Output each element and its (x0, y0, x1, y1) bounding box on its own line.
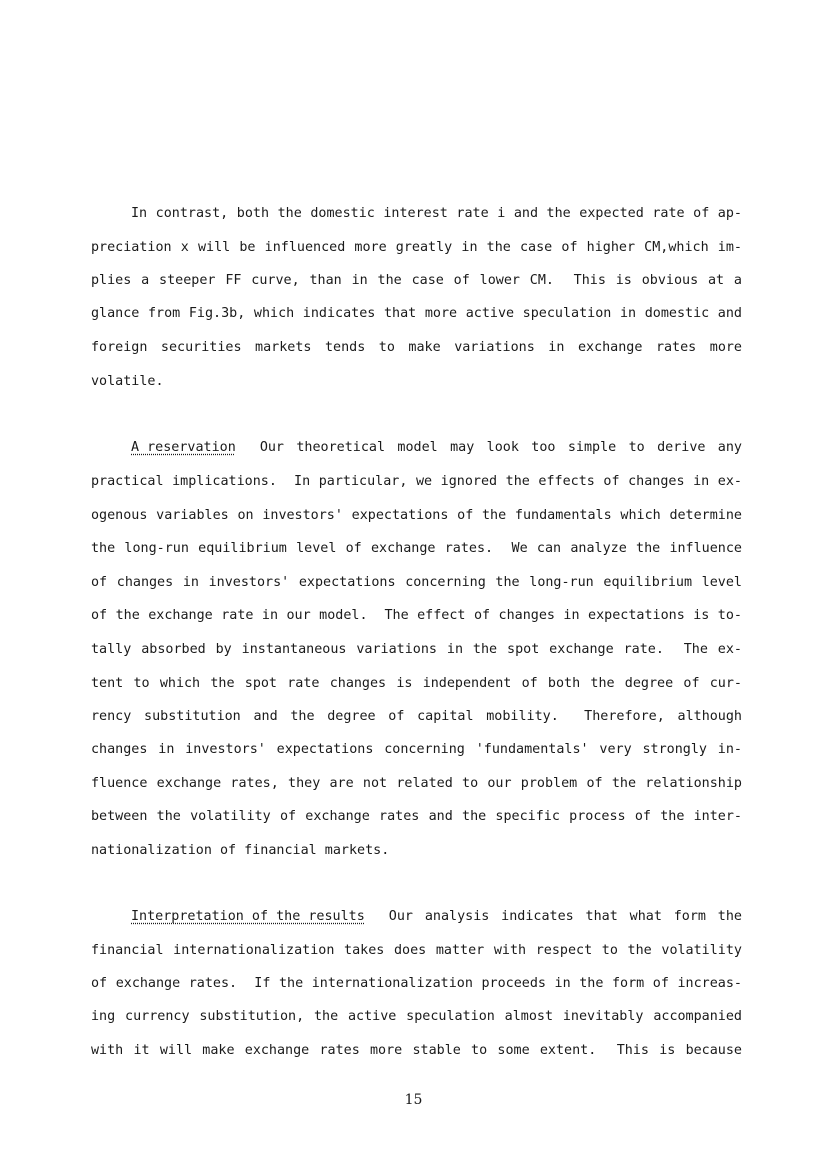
text-line: fluence exchange rates, they are not related to our problem of the relationship (91, 776, 742, 791)
text-line: ogenous variables on investors' expectations of the fundamentals which determine (91, 508, 742, 523)
text-line: volatile. (91, 374, 164, 389)
text-line: ing currency substitution, the active speculation almost inevitably accompanied (91, 1009, 742, 1024)
text-line: Our theoretical model may look too simple to derive any (259, 440, 742, 455)
section-heading-interpretation: Interpretation of the results (131, 909, 365, 924)
text-line: changes in investors' expectations concerning 'fundamentals' very strongly in- (91, 742, 742, 757)
text-line: of changes in investors' expectations concerning the long-run equilibrium level (91, 575, 742, 590)
text-line: preciation x will be influenced more greatly in the case of higher CM,which im- (91, 240, 742, 255)
text-line: nationalization of financial markets. (91, 843, 390, 858)
text-line: tent to which the spot rate changes is independent of both the degree of cur- (91, 676, 742, 691)
text-line: with it will make exchange rates more stable to some extent. This is because (91, 1043, 742, 1058)
text-line: In contrast, both the domestic interest rate i and the expected rate of ap- (131, 206, 742, 221)
text-line-with-heading (131, 437, 742, 459)
text-line: rency substitution and the degree of capital mobility. Therefore, although (91, 709, 742, 724)
text-line: practical implications. In particular, we ignored the effects of changes in ex- (91, 474, 742, 489)
text-line: the long-run equilibrium level of exchange rates. We can analyze the influence (91, 541, 742, 556)
text-line: between the volatility of exchange rates and the specific process of the inter- (91, 809, 742, 824)
text-line: financial internationalization takes does matter with respect to the volatility (91, 943, 742, 958)
text-line: glance from Fig.3b, which indicates that more active speculation in domestic and (91, 306, 742, 321)
text-line: tally absorbed by instantaneous variations in the spot exchange rate. The ex- (91, 642, 742, 657)
text-line: Our analysis indicates that what form the (388, 909, 742, 924)
text-line-with-heading (131, 906, 742, 928)
section-heading-reservation: A reservation (131, 440, 236, 455)
page-number: 15 (404, 1092, 423, 1108)
text-line: plies a steeper FF curve, than in the case of lower CM. This is obvious at a (91, 273, 742, 288)
text-line: of exchange rates. If the internationalization proceeds in the form of increas- (91, 976, 742, 991)
text-line: of the exchange rate in our model. The effect of changes in expectations is to- (91, 608, 742, 623)
text-line: foreign securities markets tends to make variations in exchange rates more (91, 340, 742, 355)
